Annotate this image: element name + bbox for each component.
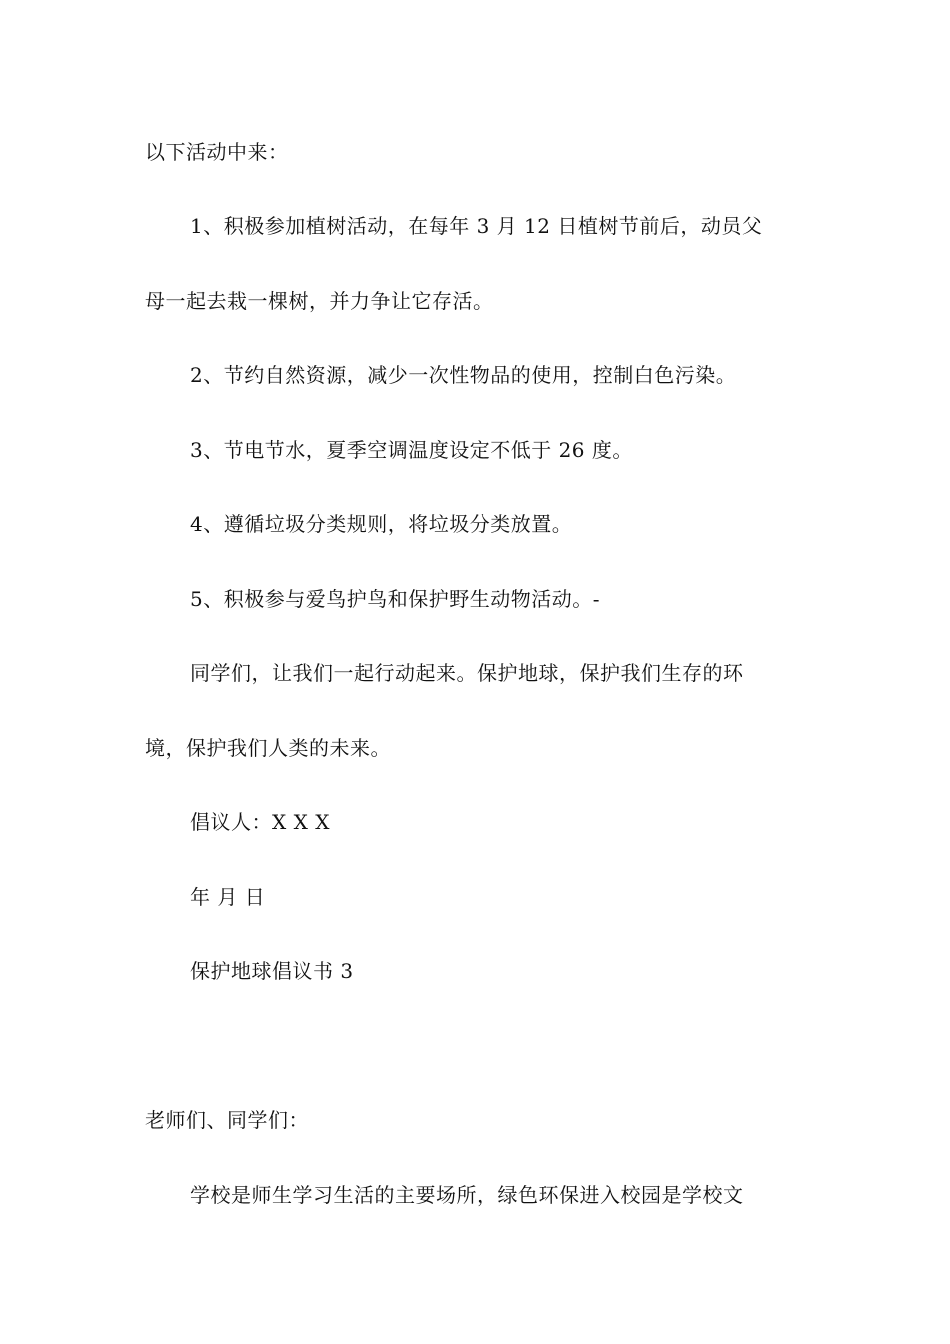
list-item-2: 2、节约自然资源，减少一次性物品的使用，控制白色污染。	[190, 363, 737, 387]
list-item-5: 5、积极参与爱鸟护鸟和保护野生动物活动。-	[190, 587, 600, 611]
salutation: 老师们、同学们：	[145, 1108, 309, 1132]
list-item-4: 4、遵循垃圾分类规则，将垃圾分类放置。	[190, 512, 573, 536]
body-paragraph-line-1: 学校是师生学习生活的主要场所，绿色环保进入校园是学校文	[190, 1183, 744, 1207]
closing-paragraph-line-2: 境，保护我们人类的未来。	[145, 736, 391, 760]
closing-paragraph-line-1: 同学们，让我们一起行动起来。保护地球，保护我们生存的环	[190, 661, 744, 685]
date-line: 年 月 日	[190, 885, 266, 909]
list-item-1-line-1: 1、积极参加植树活动，在每年 3 月 12 日植树节前后，动员父	[190, 214, 763, 238]
section-title: 保护地球倡议书 3	[190, 959, 354, 983]
paragraph-intro-tail: 以下活动中来：	[145, 140, 289, 164]
list-item-3: 3、节电节水，夏季空调温度设定不低于 26 度。	[190, 438, 633, 462]
list-item-1-line-2: 母一起去栽一棵树，并力争让它存活。	[145, 289, 494, 313]
signatory: 倡议人：X X X	[190, 810, 330, 834]
